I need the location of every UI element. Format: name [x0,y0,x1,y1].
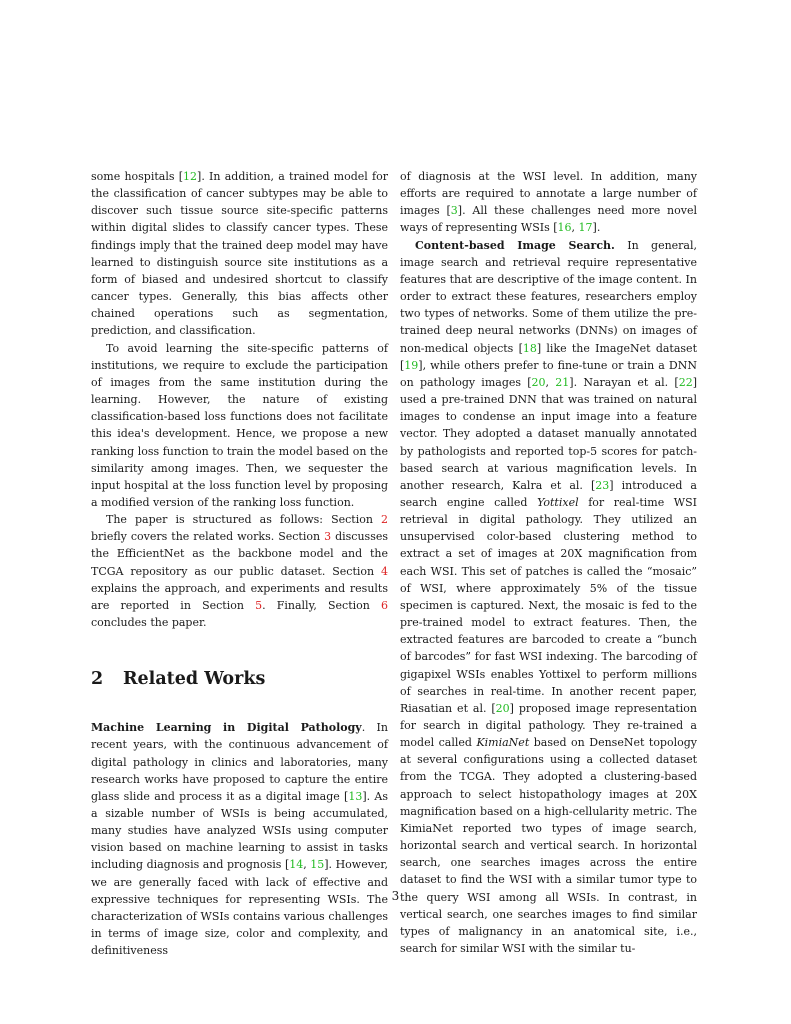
section-title: Related Works [123,669,266,690]
section-ref-link[interactable]: 4 [381,564,388,578]
text: concludes the paper. [91,616,207,630]
paragraph-content-based-search [400,237,697,958]
citation-link[interactable]: 15 [310,858,325,872]
citation-link[interactable]: 3 [450,204,458,218]
page-number: 3 [391,889,400,903]
citation-link[interactable]: 16 [557,221,572,235]
text: ]. However, we are generally faced with lack of effective and expressive techniques for representing WSIs. The characterization of WSIs contains various challenges in terms of image size, color and complexity, and definitiveness [91,858,388,958]
run-in-heading: Machine Learning in Digital Pathology [91,721,362,735]
citation-link[interactable]: 22 [678,375,693,389]
text: briefly covers the related works. Section [91,530,325,544]
text: ] like the ImageNet dataset [ [400,341,697,372]
text: To avoid learning the site-specific patterns of institutions, we require to exclude the participation of images from the same institution during the learning. However, the nature of existing classification-based loss functions does not facilitate this idea's development. Hence, we propose a new ranking loss function to train the model based on the similarity among images. Then, we sequester the input hospital at the loss function level by proposing a modified version of the ranking loss function. [91,341,388,509]
section-ref-link[interactable]: 3 [324,530,332,544]
paragraph-structure [91,511,388,631]
citation-link[interactable]: 12 [183,170,198,183]
citation-link[interactable]: 21 [555,375,570,389]
text: of diagnosis at the WSI level. In addition, many efforts are required to annotate a large number of images [ [400,170,697,218]
right-column [400,168,697,957]
citation-link[interactable]: 13 [348,789,363,803]
section-number: 2 [91,669,104,690]
section-ref-link[interactable]: 2 [381,513,388,527]
text: ]. [592,221,601,235]
paragraph-wsi-diagnosis [400,168,697,237]
text: . Finally, Section [262,598,381,612]
text: ] introduced a search engine called [400,478,697,509]
citation-link[interactable]: 18 [522,341,537,355]
text: for real-time WSI retrieval in digital pathology. They utilized an unsupervised color-based clustering method to extract a set of images at 20X magnification from each WSI. This set of patches is called the “mosaic” of WSI, where approximately 5% of the tissue specimen is captured. Next, the mosaic is fed to the pre-trained model to extract features. Then, the extracted features are barcoded to create a “bunch of barcodes” for fast WSI indexing. The barcoding of gigapixel WSIs enables Yottixel to perform millions of searches in real-time. In another recent paper, Riasatian et al. [ [400,495,697,715]
run-in-heading: Content-based Image Search. [415,238,615,252]
text: In general, image search and retrieval require representative features that are descriptive of the image content. In order to extract these features, researchers employ two types of networks. Some of them utilize the pre-trained deep neural networks (DNNs) on images of non-medical objects [ [400,238,698,355]
text: ] proposed image representation for search in digital pathology. They re-trained a model called [400,701,697,750]
citation-link[interactable]: 23 [595,478,610,492]
text: ], while others prefer to fine-tune or train a DNN on pathology images [ [400,358,697,389]
text: ]. In addition, a trained model for the classification of cancer subtypes may be able to discover such tissue source site-specific patterns within digital slides to classify cancer types. These findings imply that the trained deep model may have learned to distinguish source site institutions as a form of biased and undesired shortcut to classify cancer types. Generally, this bias affects other chained operations such as segmentation, prediction, and classification. [91,170,388,338]
citation-link[interactable]: 14 [289,858,304,872]
section-heading [91,668,388,690]
paragraph-ml-digital-pathology [91,719,388,959]
citation-link[interactable]: 19 [404,358,419,372]
left-column [91,168,388,959]
text: ] used a pre-trained DNN that was trained on natural images to condense an input image into a feature vector. They adopted a dataset manually annotated by pathologists and reported top-5 scores for patch-based search at various magnification levels. In another research, Kalra et al. [ [400,375,697,492]
section-ref-link[interactable]: 6 [381,598,388,612]
italic-term: KimiaNet [476,736,530,750]
citation-link[interactable]: 20 [531,375,546,389]
citation-link[interactable]: 17 [578,221,593,235]
text: some hospitals [ [91,170,184,183]
section-ref-link[interactable]: 5 [255,598,263,612]
italic-term: Yottixel [537,495,579,509]
text: discusses the EfficientNet as the backbone model and the TCGA repository as our public dataset. Section [91,530,388,578]
text: ]. All these challenges need more novel ways of representing WSIs [ [400,204,698,235]
text: ]. Narayan et al. [ [569,375,679,389]
text: , [303,858,311,872]
text: ]. As a sizable number of WSIs is being accumulated, many studies have analyzed WSIs using computer vision based on machine learning to assist in tasks including diagnosis and prognosis [ [91,789,389,872]
text: based on DenseNet topology at several configurations using a collected dataset from the TCGA. They adopted a clustering-based approach to select histopathology images at 20X magnification based on a high-cellularity metric. The KimiaNet reported two types of image search, horizontal search and vertical search. In horizontal search, one searches images across the entire dataset to find the WSI with a similar tumor type to the query WSI among all WSIs. In contrast, in vertical search, one searches images to find similar types of malignancy in an anatomical site, i.e., search for similar WSI with the similar tu- [400,736,697,956]
text: , [545,375,556,389]
text: , [571,221,579,235]
paragraph-hospitals-bias [91,168,388,340]
text: explains the approach, and experiments and results are reported in Section [91,581,388,612]
citation-link[interactable]: 20 [495,701,510,715]
text: . In recent years, with the continuous advancement of digital pathology in clinics and laboratories, many research works have proposed to capture the entire glass slide and process it as a digital image [ [91,721,388,803]
paragraph-site-specific [91,340,388,512]
text: The paper is structured as follows: Section [106,513,381,527]
